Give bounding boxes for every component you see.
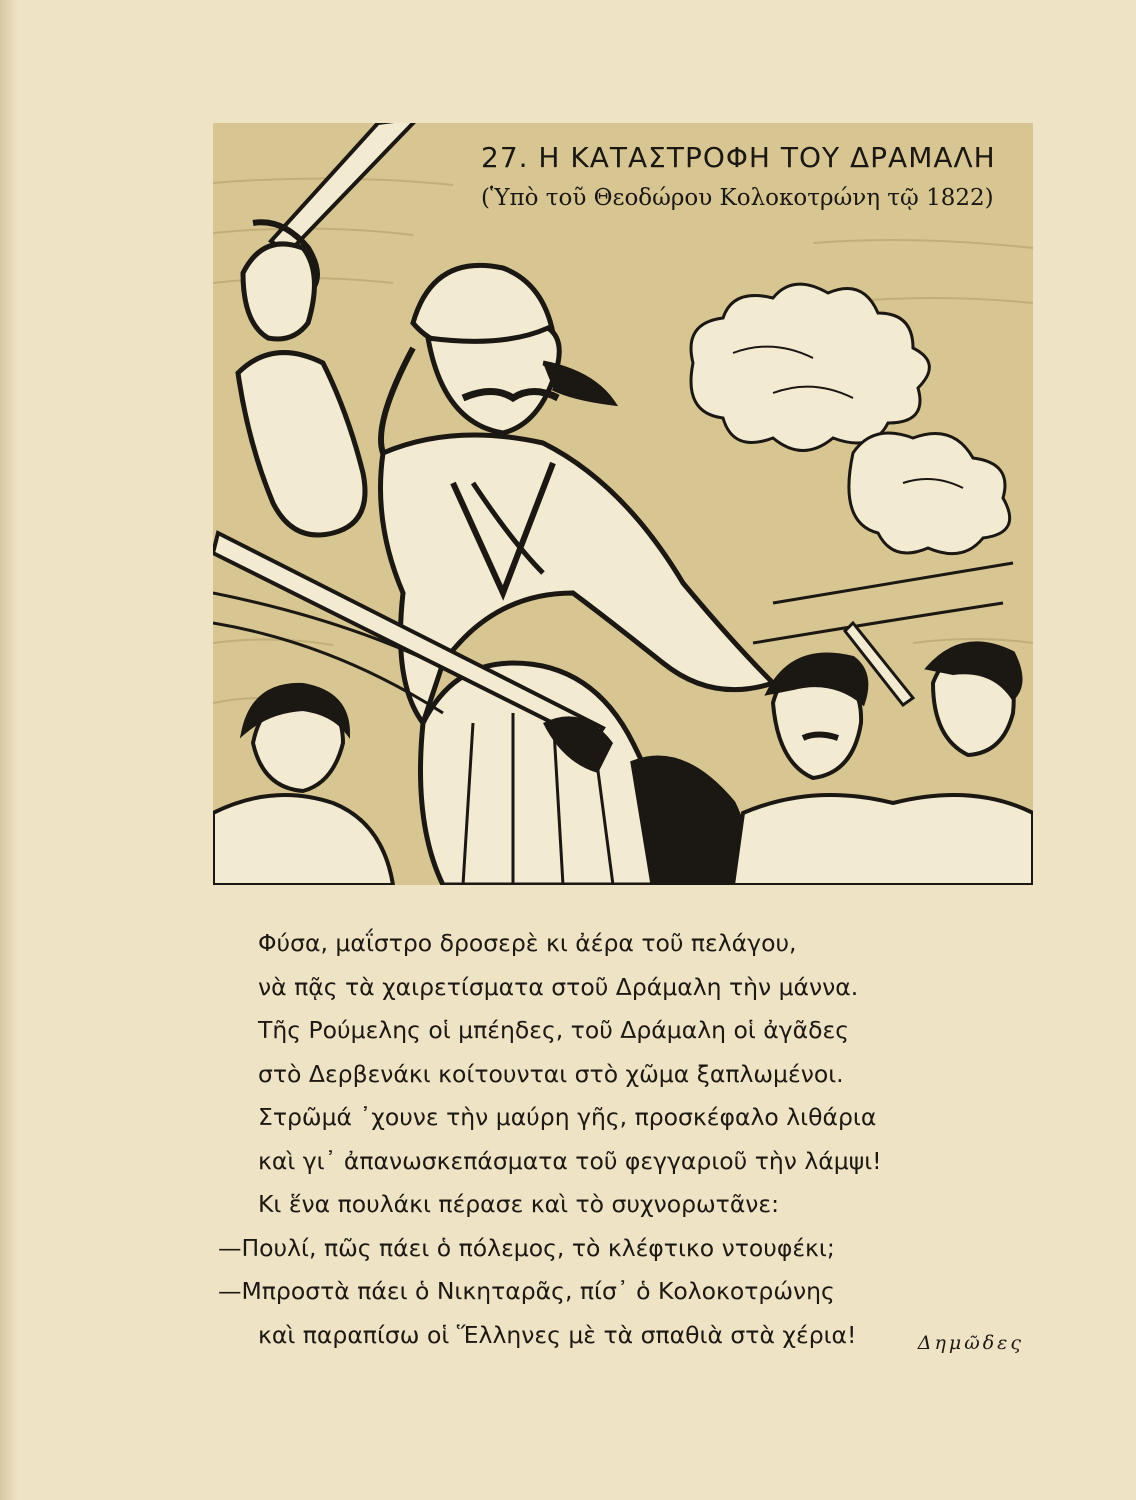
smoke-clouds bbox=[691, 284, 1010, 554]
poem-line: νὰ πᾷς τὰ χαιρετίσματα στοῦ Δράμαλη τὴν μάννα. bbox=[258, 972, 859, 1001]
poem-line: Φύσα, μαΐστρο δροσερὲ κι ἀέρα τοῦ πελάγου, bbox=[258, 929, 797, 957]
attribution: Δημῶδες bbox=[917, 1332, 1024, 1354]
poem-line: —Μπροστὰ πάει ὁ Νικηταρᾶς, πίσ᾽ ὁ Κολοκοτρώνης bbox=[218, 1277, 835, 1305]
woodcut-illustration bbox=[213, 123, 1033, 885]
poem-line: καὶ γι᾽ ἀπανωσκεπάσματα τοῦ φεγγαριοῦ τὴν λάμψι! bbox=[258, 1146, 882, 1175]
poem-line: —Πουλί, πῶς πάει ὁ πόλεμος, τὸ κλέφτικο ντουφέκι; bbox=[218, 1233, 835, 1262]
page-title: 27. Η ΚΑΤΑΣΤΡΟΦΗ ΤΟΥ ΔΡΑΜΑΛΗ bbox=[481, 141, 996, 174]
woodcut-artwork bbox=[213, 123, 1033, 885]
raised-arm bbox=[238, 244, 365, 535]
poem-line: καὶ παραπίσω οἱ Ἕλληνες μὲ τὰ σπαθιὰ στὰ χέρια! bbox=[258, 1320, 857, 1349]
young-warrior-left bbox=[213, 685, 393, 885]
poem-line: στὸ Δερβενάκι κοίτουνται στὸ χῶμα ξαπλωμένοι. bbox=[258, 1059, 844, 1088]
poem-line: Τῆς Ρούμελης οἱ μπέηδες, τοῦ Δράμαλη οἱ ἀγᾶδες bbox=[258, 1016, 850, 1044]
page-subtitle: (Ὑπὸ τοῦ Θεοδώρου Κολοκοτρώνη τῷ 1822) bbox=[481, 185, 994, 211]
poem-line: Στρῶμά ᾽χουνε τὴν μαύρη γῆς, προσκέφαλο λιθάρια bbox=[258, 1103, 877, 1131]
poem bbox=[218, 922, 1038, 1357]
page-edge bbox=[0, 0, 18, 1500]
poem-line: Κι ἕνα πουλάκι πέρασε καὶ τὸ συχνορωτᾶνε: bbox=[258, 1190, 780, 1218]
